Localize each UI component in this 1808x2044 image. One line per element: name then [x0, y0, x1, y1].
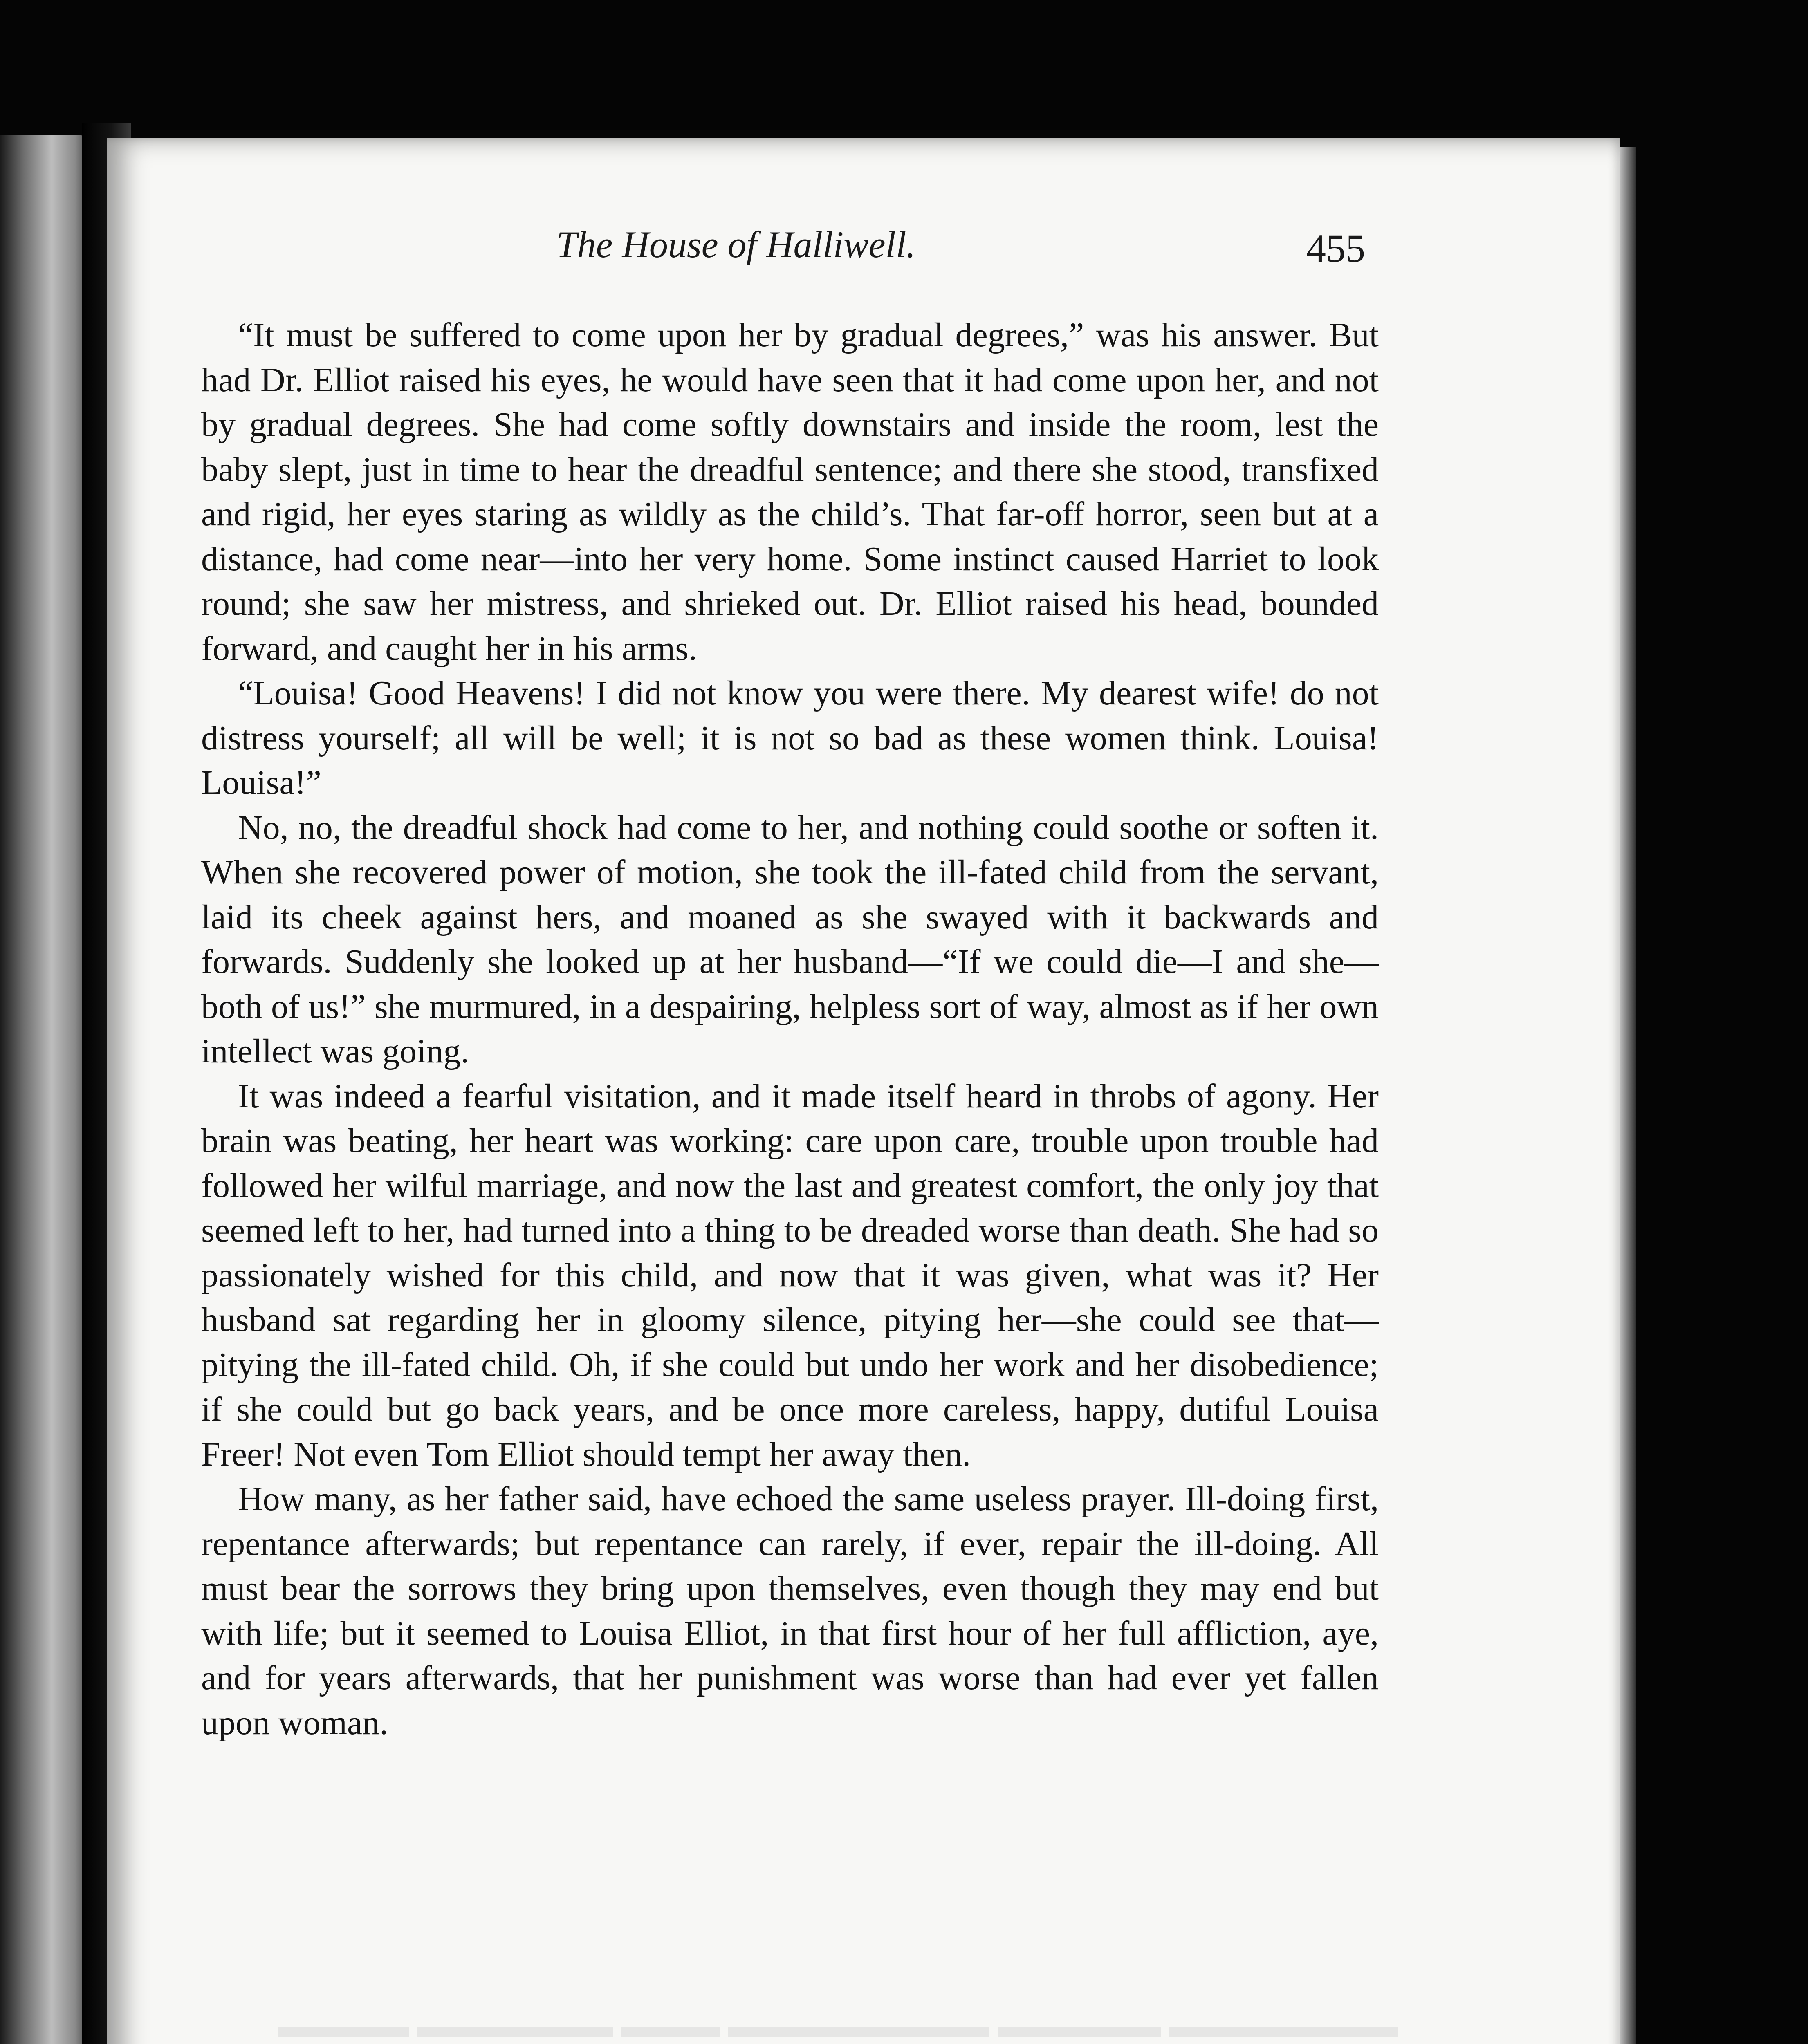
body-text: [201, 313, 1379, 1745]
right-page-edge: [1620, 147, 1636, 2044]
paragraph: It was indeed a fearful visitation, and it made itself heard in throbs of agony. Her brain was beating, her heart was working: care upon care, trouble upon trouble had followed her wilful marriage, and now the last and greatest comfort, the only joy that seemed left to her, had turned into a thing to be dreaded worse than death. She had so passionately wished for this child, and now that it was given, what was it? Her husband sat regarding her in gloomy silence, pitying her—she could see that—pitying the ill-fated child. Oh, if she could but undo her work and her disobedience; if she could but go back years, and be once more careless, happy, dutiful Louisa Freer! Not even Tom Elliot should tempt her away then.: [201, 1077, 1379, 1473]
left-page-edge: [0, 135, 94, 2044]
page-number: 455: [1306, 226, 1365, 270]
running-head: The House of Halliwell.: [556, 224, 916, 265]
paragraph: How many, as her father said, have echoed the same useless prayer. Ill-doing first, repentance afterwards; but repentance can rarely, if ever, repair the ill-doing. All must bear the sorrows they bring upon themselves, even though they may end but with life; but it seemed to Louisa Elliot, in that first hour of her full affliction, aye, and for years afterwards, that her punishment was worse than had ever yet fallen upon woman.: [201, 1480, 1379, 1742]
paragraph: No, no, the dreadful shock had come to her, and nothing could soothe or soften it. When she recovered power of motion, she took the ill-fated child from the servant, laid its cheek against hers, and moaned as she swayed with it backwards and forwards. Suddenly she looked up at her husband—“If we could die—I and she—both of us!” she murmured, in a despairing, helpless sort of way, almost as if her own intellect was going.: [201, 808, 1379, 1070]
paragraph: “Louisa! Good Heavens! I did not know you were there. My dearest wife! do not distress yourself; all will be well; it is not so bad as these women think. Louisa! Louisa!”: [201, 674, 1379, 802]
paragraph: “It must be suffered to come upon her by gradual degrees,” was his answer. But had Dr. Elliot raised his eyes, he would have seen that it had come upon her, and not by gradual degrees. She had come softly downstairs and inside the room, lest the baby slept, just in time to hear the dreadful sentence; and there she stood, transfixed and rigid, her eyes staring as wildly as the child’s. That far-off horror, seen but at a distance, had come near—into her very home. Some instinct caused Harriet to look round; she saw her mistress, and shrieked out. Dr. Elliot raised his head, bounded forward, and caught her in his arms.: [201, 316, 1379, 668]
